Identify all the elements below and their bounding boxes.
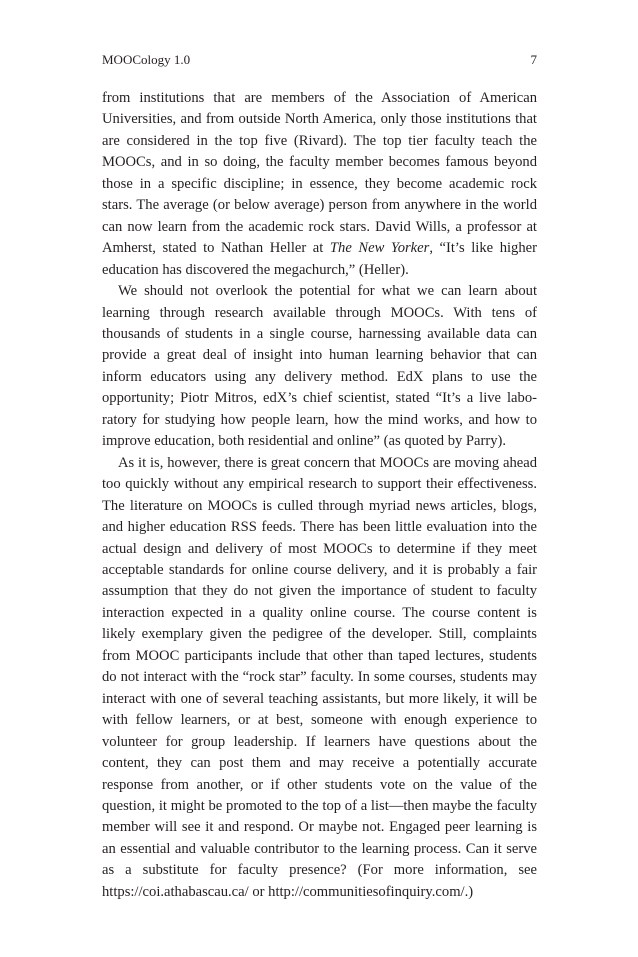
paragraph: As it is, however, there is great concern that MOOCs are moving ahead too quickly without any empirical research to support their effectiveness. The literature on MOOCs is culled through myriad news articles, blogs, and higher education RSS feeds. There has been little evaluation into the actual design and delivery of most MOOCs to determine if they meet acceptable standards for online course delivery, and it is probably a fair assumption that they do not given the importance of student to faculty interaction expected in a quality online course. The course content is likely exemplary given the pedigree of the developer. Still, complaints from MOOC participants include that other than taped lectures, students do not interact with the “rock star” faculty. In some courses, students may interact with one of several teaching assistants, but more likely, it will be with fellow learners, or at best, someone with enough experience to volunteer for group leadership. If learners have questions about the content, they can post them and may receive a potentially accurate response from another, or if other students vote on the value of the question, it might be promoted to the top of a list—then maybe the faculty member will see it and respond. Or maybe not. Engaged peer learning is an essential and valuable contributor to the learning process. Can it serve as a substitute for faculty presence? (For more information, see https://coi.athabascau.ca/ or http://communitiesofinquiry.com/.) bbox=[102, 454, 537, 900]
paragraph: We should not overlook the potential for what we can learn about learning through research available through MOOCs. With tens of thousands of students in a single course, harnessing available data can provide a great deal of insight into human learning behavior that can inform educators using any delivery method. EdX plans to use the opportunity; Piotr Mitros, edX’s chief scientist, stated “It’s a live laboratory for studying how people learn, how the mind works, and how to improve education, both residential and online” (as quoted by Parry). bbox=[102, 283, 537, 450]
publication-title: The New Yorker bbox=[329, 240, 430, 257]
running-header bbox=[102, 51, 537, 69]
paragraph-continued bbox=[102, 88, 537, 281]
running-title: MOOCology 1.0 bbox=[102, 52, 191, 67]
body-text bbox=[102, 88, 537, 903]
paragraph-text: , “It’s like higher education has discovered the megachurch,” (Heller). bbox=[102, 240, 537, 278]
paragraph-text: from institutions that are members of the Association of American Universities, and from outside North America, only those institutions that are considered in the top five (Rivard). The top tier faculty teach the MOOCs, and in so doing, the faculty member becomes famous beyond those in a specific discipline; in essence, they become academic rock stars. The average (or below average) person from anywhere in the world can now learn from the academic rock stars. David Wills, a professor at Amherst, stated to Nathan Heller at bbox=[102, 90, 537, 257]
page-number: 7 bbox=[530, 52, 537, 67]
